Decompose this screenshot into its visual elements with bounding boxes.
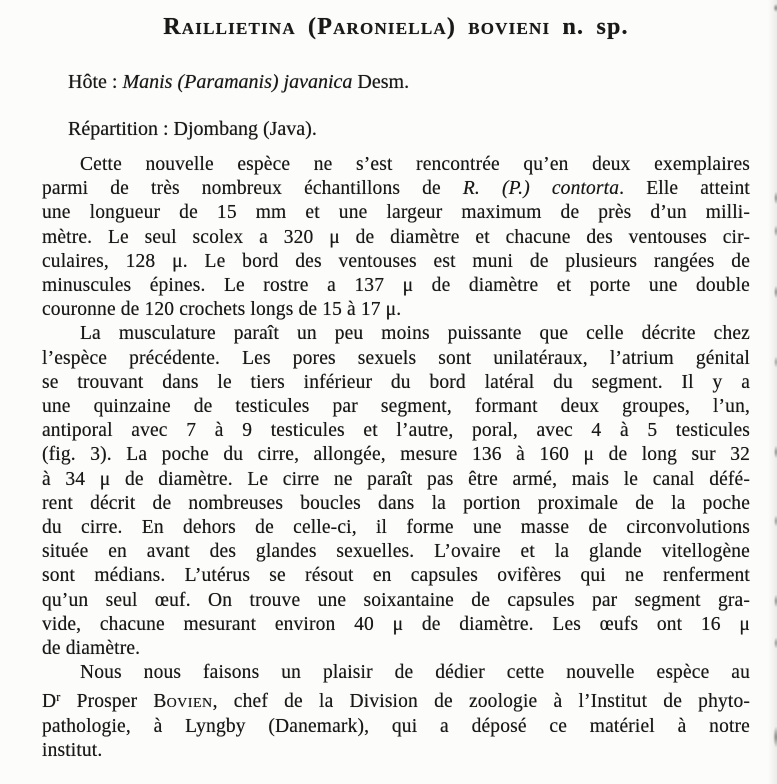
text-line: Nous nous faisons un plaisir de dédier cette nouvelle espèce au [80,662,750,684]
text-line: culaires, 128 μ. Le bord des ventouses est muni de plusieurs rangées de [42,250,750,272]
superscript-text: r [56,690,61,705]
text-column [42,0,750,763]
text-line: (fig. 3). La poche du cirre, allongée, mesure 136 à 160 μ de long sur 32 [42,444,750,466]
text-line: La musculature paraît un peu moins puissante que celle décrite chez [80,323,750,345]
text-line: pathologie, à Lyngby (Danemark), qui a déposé ce matériel à notre [42,715,750,737]
text-line: mètre. Le seul scolex a 320 μ de diamètre et chacune des ventouses cir- [42,226,750,248]
text-line: à 34 μ de diamètre. Le cirre ne paraît pas être armé, mais le canal défé- [42,468,750,490]
title-species-name: Raillietina (Paroniella) bovieni [163,14,551,40]
distribution-line: Répartition : Djombang (Java). [68,118,317,140]
text-line: rent décrit de nombreuses boucles dans la portion proximale de la poche [42,492,750,514]
article-title [42,14,750,40]
paragraph [42,322,750,661]
text-line: couronne de 120 crochets longs de 15 à 17 μ. [42,299,402,321]
small-caps-text: ovien [166,691,213,713]
text-line: une longueur de 15 mm et une largeur maximum de près d’un milli- [42,202,750,224]
text-line: minuscules épines. Le rostre a 137 μ de diamètre et porte une double [42,275,750,297]
text-line: l’espèce précédente. Les pores sexuels sont unilatéraux, l’atrium génital [42,347,750,369]
text-line: parmi de très nombreux échantillons de R. (P.) contorta. Elle atteint [42,178,751,200]
scan-edge-artifact [768,0,777,784]
text-line: $D^r$ Prosper Bovien, chef de la Division de zoologie à l’Institut de phyto- [42,690,750,713]
italic-text: R. (P.) contorta [462,178,620,200]
text-line: sont médians. L’utérus se résout en capsules ovifères qui ne renferment [42,565,750,587]
text-line: du cirre. En dehors de celle-ci, il forme une masse de circonvolutions [42,517,750,539]
host-line: Hôte : Manis (Paramanis) javanica Desm. [68,71,410,93]
text-line: une quinzaine de testicules par segment, formant deux groupes, l’un, [42,396,750,418]
title-new-species-suffix: n. sp. [550,14,629,40]
paragraph [42,661,750,763]
article-body [42,153,750,763]
italic-text: Manis (Paramanis) javanica [122,71,353,93]
paragraph [42,153,750,322]
text-line: située en avant des glandes sexuelles. L’ovaire et la glande vitellogène [42,541,750,563]
text-line: qu’un seul œuf. On trouve une soixantaine de capsules par segment gra- [42,589,750,611]
text-line: institut. [42,739,103,761]
text-line: se trouvant dans le tiers inférieur du bord latéral du segment. Il y a [42,371,750,393]
text-line: Cette nouvelle espèce ne s’est rencontrée qu’en deux exemplaires [80,154,750,175]
text-line: vide, chacune mesurant environ 40 μ de diamètre. Les œufs ont 16 μ [42,613,750,635]
text-line: de diamètre. [42,638,141,660]
text-line: antiporal avec 7 à 9 testicules et l’autre, poral, avec 4 à 5 testicules [42,420,750,442]
